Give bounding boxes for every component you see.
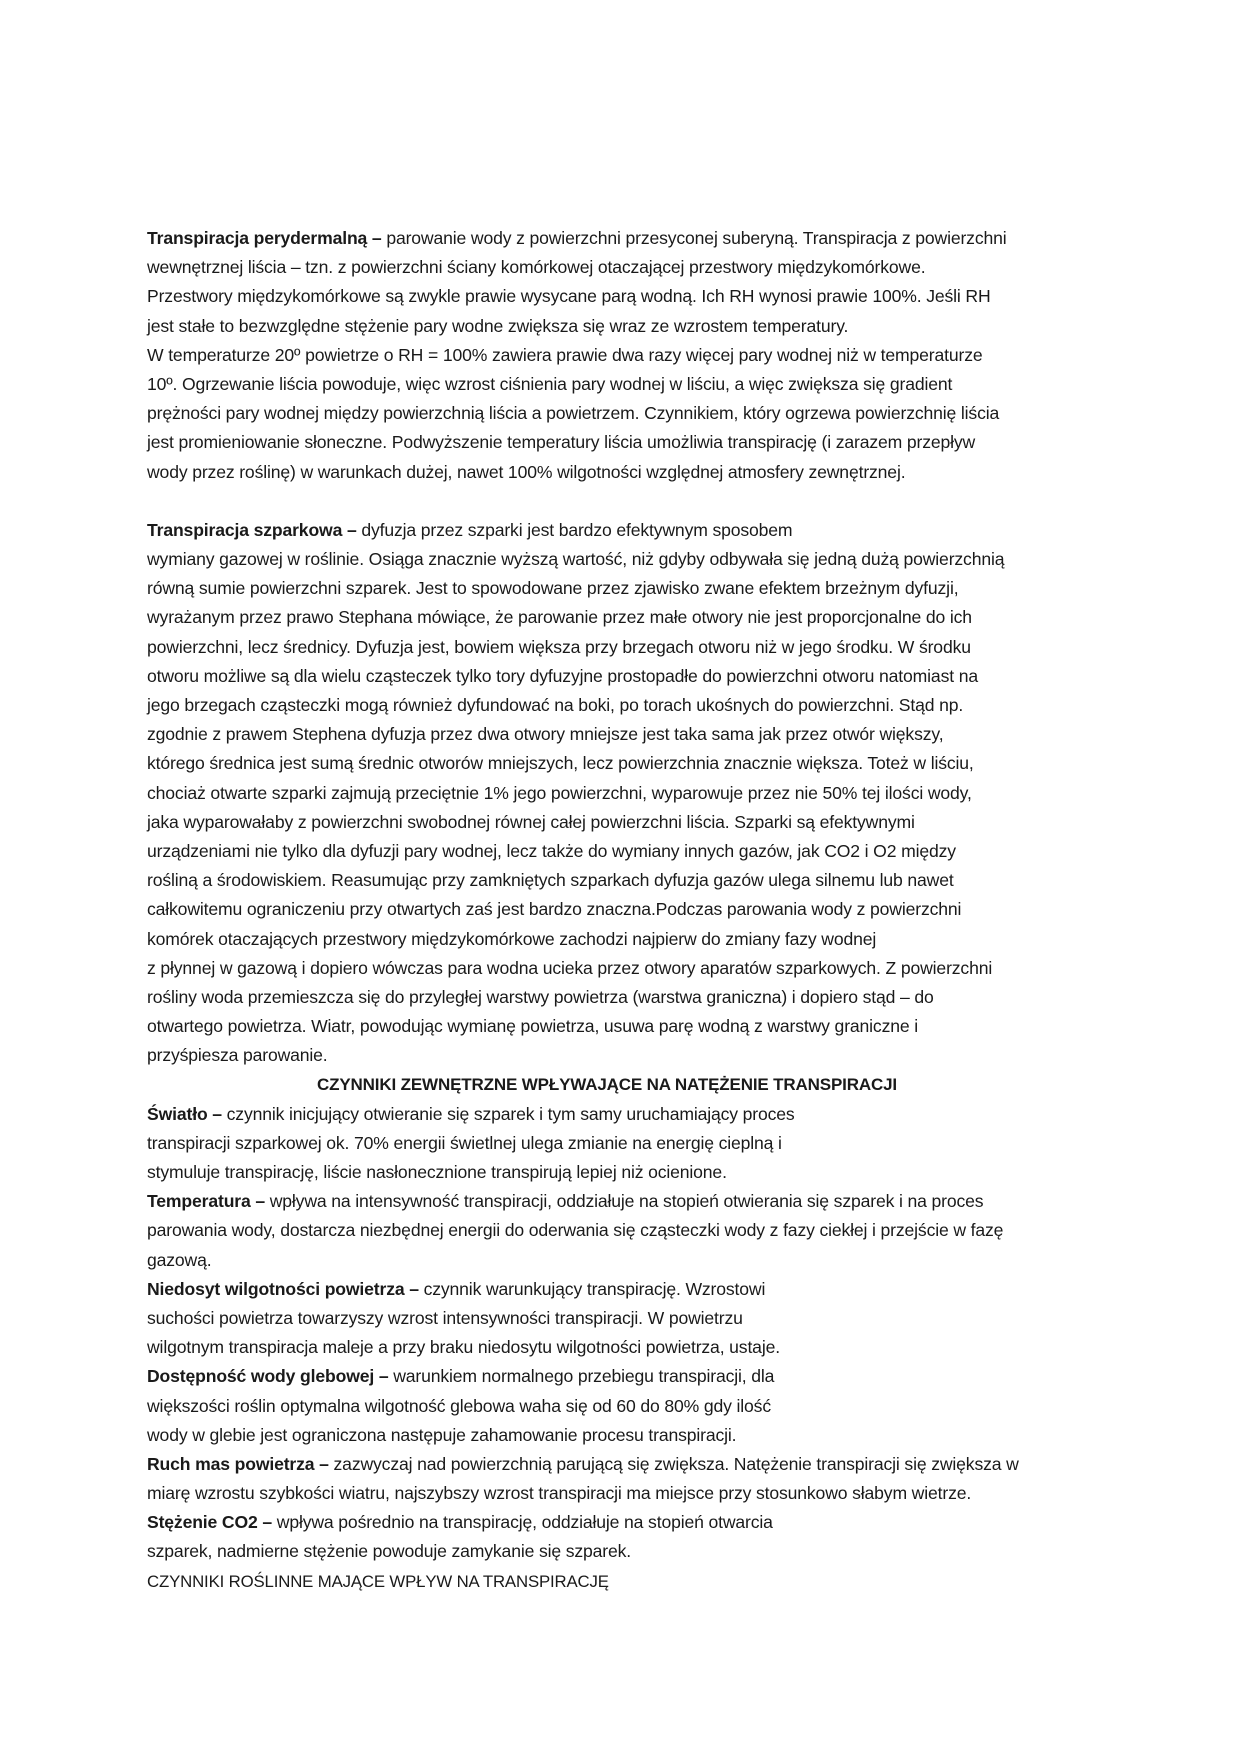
paragraph-line: miarę wzrostu szybkości wiatru, najszybszy wzrost transpiracji ma miejsce przy stosunkowo słabym wietrze. xyxy=(147,1483,972,1504)
paragraph-line: wody w glebie jest ograniczona następuje zahamowanie procesu transpiracji. xyxy=(147,1424,737,1445)
paragraph-line: wody przez roślinę) w warunkach dużej, nawet 100% wilgotności względnej atmosfery zewnętrznej. xyxy=(147,461,906,482)
paragraph-line: jest promieniowanie słoneczne. Podwyższenie temperatury liścia umożliwia transpirację (i zarazem przepływ xyxy=(147,432,976,453)
heading-external-factors: CZYNNIKI ZEWNĘTRZNE WPŁYWAJĄCE NA NATĘŻENIE TRANSPIRACJI xyxy=(316,1075,897,1095)
paragraph-line: całkowitemu ograniczeniu przy otwartych zaś jest bardzo znaczna.Podczas parowania wody z powierzchni xyxy=(147,899,962,920)
paragraph-gap xyxy=(147,487,1102,516)
text-run: czynnik inicjujący otwieranie się szparek i tym samy uruchamiający proces xyxy=(221,1103,795,1124)
paragraph-line: szparek, nadmierne stężenie powoduje zamykanie się szparek. xyxy=(147,1541,632,1562)
paragraph-line: suchości powietrza towarzyszy wzrost intensywności transpiracji. W powietrzu xyxy=(147,1307,743,1328)
paragraph-line xyxy=(147,1100,1102,1129)
paragraph-line: 10º. Ogrzewanie liścia powoduje, więc wzrost ciśnienia pary wodnej w liściu, a więc zwiększa się gradient xyxy=(147,373,953,394)
paragraph-line: Przestwory międzykomórkowe są zwykle prawie wysycane parą wodną. Ich RH wynosi prawie 100%. Jeśli RH xyxy=(147,286,991,307)
paragraph-line: otwartego powietrza. Wiatr, powodując wymianę powietrza, usuwa parę wodną z warstwy graniczne i xyxy=(147,1016,918,1037)
paragraph-line: z płynnej w gazową i dopiero wówczas para wodna ucieka przez otwory aparatów szparkowych. Z powierzchni xyxy=(147,957,993,978)
paragraph-line: wymiany gazowej w roślinie. Osiąga znacznie wyższą wartość, niż gdyby odbywała się jedną dużą powierzchnią xyxy=(147,549,1005,570)
heading-plant-factors: CZYNNIKI ROŚLINNE MAJĄCE WPŁYW NA TRANSPIRACJĘ xyxy=(147,1571,609,1591)
term-stomatal: Transpiracja szparkowa – xyxy=(147,519,357,540)
paragraph-line: stymuluje transpirację, liście nasłonecznione transpirują lepiej niż ocienione. xyxy=(147,1162,727,1182)
paragraph-line: urządzeniami nie tylko dla dyfuzji pary wodnej, lecz także do wymiany innych gazów, jak CO2 i O2 między xyxy=(147,840,956,861)
paragraph-line: otworu możliwe są dla wielu cząsteczek tylko tory dyfuzyjne prostopadłe do powierzchni otworu natomiast na xyxy=(147,665,978,686)
term-peridermal: Transpiracja perydermalną – xyxy=(147,228,382,248)
paragraph-line: wilgotnym transpiracja maleje a przy braku niedosytu wilgotności powietrza, ustaje. xyxy=(147,1337,780,1358)
paragraph-line: rośliną a środowiskiem. Reasumując przy zamkniętych szparkach dyfuzja gazów ulega silnemu lub nawet xyxy=(147,870,954,891)
paragraph-line: jaka wyparowałaby z powierzchni swobodnej równej całej powierzchni liścia. Szparki są efektywnymi xyxy=(147,811,915,832)
document-page xyxy=(147,224,1102,1596)
text-run: dyfuzja przez szparki jest bardzo efektywnym sposobem xyxy=(356,519,793,540)
paragraph-line: jest stałe to bezwzględne stężenie pary wodne zwiększa się wraz ze wzrostem temperatury. xyxy=(147,315,849,336)
term-light: Światło – xyxy=(147,1103,222,1124)
paragraph-line xyxy=(147,1275,1102,1304)
paragraph-line: parowania wody, dostarcza niezbędnej energii do oderwania się cząsteczki wody z fazy ciekłej i przejście w fazę xyxy=(147,1220,1004,1241)
paragraph-line: większości roślin optymalna wilgotność glebowa waha się od 60 do 80% gdy ilość xyxy=(147,1395,771,1416)
paragraph-line xyxy=(147,1187,1102,1216)
term-air-movement: Ruch mas powietrza – xyxy=(147,1453,329,1474)
paragraph-line: komórek otaczających przestwory międzykomórkowe zachodzi najpierw do zmiany fazy wodnej xyxy=(147,928,877,949)
paragraph-line: prężności pary wodnej między powierzchnią liścia a powietrzem. Czynnikiem, który ogrzewa powierzchnię liścia xyxy=(147,403,1000,424)
term-humidity-deficit: Niedosyt wilgotności powietrza – xyxy=(147,1278,419,1299)
paragraph-line: powierzchni, lecz średnicy. Dyfuzja jest, bowiem większa przy brzegach otworu niż w jego środku. W środku xyxy=(147,636,971,657)
paragraph-line xyxy=(147,1450,1102,1479)
paragraph-line: zgodnie z prawem Stephena dyfuzja przez dwa otwory mniejsze jest taka sama jak przez otwór większy, xyxy=(147,724,944,745)
paragraph-line: chociaż otwarte szparki zajmują przeciętnie 1% jego powierzchni, wyparowuje przez nie 50% tej ilości wody, xyxy=(147,782,972,803)
paragraph-line xyxy=(147,224,1102,253)
text-run: wpływa na intensywność transpiracji, oddziałuje na stopień otwierania się szparek i na proces xyxy=(265,1191,984,1212)
paragraph-line xyxy=(147,1362,1102,1391)
paragraph-line: wewnętrznej liścia – tzn. z powierzchni ściany komórkowej otaczającej przestwory międzykomórkowe. xyxy=(147,257,926,278)
term-co2: Stężenie CO2 – xyxy=(147,1512,273,1533)
paragraph-line xyxy=(147,516,1102,545)
text-run: wpływa pośrednio na transpirację, oddziałuje na stopień otwarcia xyxy=(272,1512,773,1533)
paragraph-line: W temperaturze 20º powietrze o RH = 100% zawiera prawie dwa razy więcej pary wodnej niż w temperaturze xyxy=(147,344,983,365)
paragraph-line: gazową. xyxy=(147,1249,212,1270)
text-run: zazwyczaj nad powierzchnią parującą się zwiększa. Natężenie transpiracji się zwiększa w xyxy=(328,1453,1019,1474)
term-temperature: Temperatura – xyxy=(147,1191,265,1212)
text-run: warunkiem normalnego przebiegu transpiracji, dla xyxy=(388,1366,775,1387)
term-soil-water: Dostępność wody glebowej – xyxy=(147,1366,389,1387)
paragraph-line xyxy=(147,1508,1102,1537)
paragraph-line: rośliny woda przemieszcza się do przyległej warstwy powietrza (warstwa graniczna) i dopiero stąd – do xyxy=(147,986,934,1007)
paragraph-line: równą sumie powierzchni szparek. Jest to spowodowane przez zjawisko zwane efektem brzeżnym dyfuzji, xyxy=(147,578,959,599)
text-run: parowanie wody z powierzchni przesyconej suberyną. Transpiracja z powierzchni xyxy=(381,228,1007,248)
paragraph-line: jego brzegach cząsteczki mogą również dyfundować na boki, po torach ukośnych do powierzchni. Stąd np. xyxy=(147,695,964,715)
text-run: czynnik warunkujący transpirację. Wzrostowi xyxy=(418,1278,766,1299)
paragraph-line: wyrażanym przez prawo Stephana mówiące, że parowanie przez małe otwory nie jest proporcjonalne do ich xyxy=(147,607,972,628)
paragraph-line: którego średnica jest sumą średnic otworów mniejszych, lecz powierzchnia znacznie większa. Toteż w liściu, xyxy=(147,753,974,774)
paragraph-line: transpiracji szparkowej ok. 70% energii świetlnej ulega zmianie na energię cieplną i xyxy=(147,1132,782,1153)
paragraph-line: przyśpiesza parowanie. xyxy=(147,1045,328,1066)
